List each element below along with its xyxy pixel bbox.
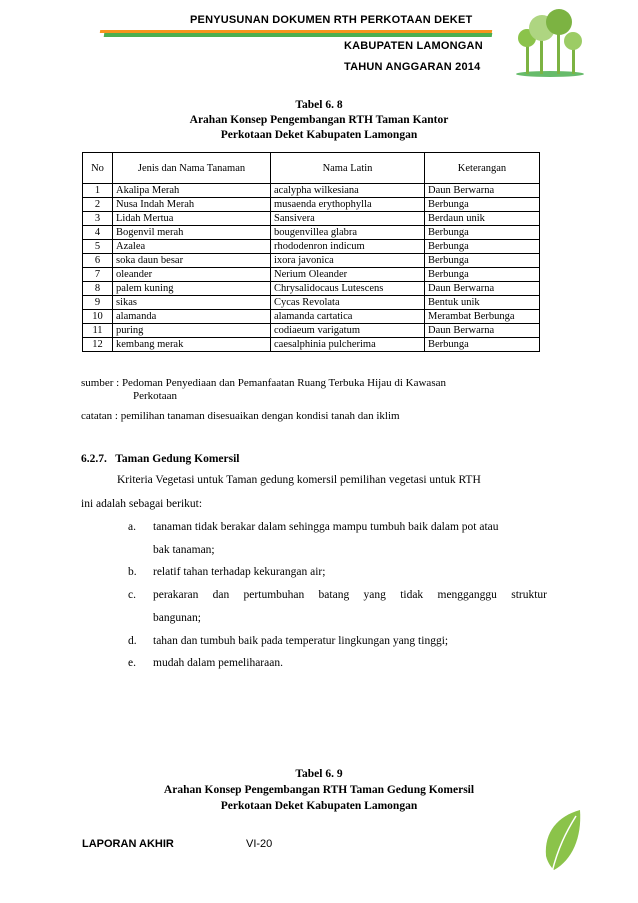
table-row	[83, 296, 540, 310]
header-year: TAHUN ANGGARAN 2014	[344, 61, 481, 73]
list-item-cont: bak tanaman;	[153, 544, 215, 556]
cell-name: alamanda	[113, 310, 271, 324]
cell-no: 8	[83, 282, 113, 296]
cell-latin: Chrysalidocaus Lutescens	[271, 282, 425, 296]
list-item: perakaran dan pertumbuhan batang yang tidak mengganggu struktur	[153, 589, 547, 601]
cell-name: sikas	[113, 296, 271, 310]
page-number: VI-20	[246, 838, 273, 850]
cell-name: kembang merak	[113, 338, 271, 352]
cell-no: 9	[83, 296, 113, 310]
cell-latin: codiaeum varigatum	[271, 324, 425, 338]
section-paragraph: Kriteria Vegetasi untuk Taman gedung komersil pemilihan vegetasi untuk RTH	[117, 474, 481, 486]
cell-no: 2	[83, 198, 113, 212]
list-marker: c.	[128, 589, 136, 601]
list-item: tanaman tidak berakar dalam sehingga mampu tumbuh baik dalam pot atau	[153, 521, 499, 533]
table-row	[83, 338, 540, 352]
plant-table	[82, 152, 540, 352]
section-heading: 6.2.7. Taman Gedung Komersil	[81, 453, 240, 465]
cell-note: Berdaun unik	[425, 212, 540, 226]
cell-note: Berbunga	[425, 198, 540, 212]
table-subtitle: Perkotaan Deket Kabupaten Lamongan	[220, 800, 418, 812]
list-item: relatif tahan terhadap kekurangan air;	[153, 566, 326, 578]
cell-no: 11	[83, 324, 113, 338]
column-header-note: Keterangan	[425, 153, 540, 184]
cell-note: Berbunga	[425, 226, 540, 240]
cell-no: 4	[83, 226, 113, 240]
list-item-cont: bangunan;	[153, 612, 201, 624]
cell-name: Akalipa Merah	[113, 184, 271, 198]
leaf-icon	[540, 808, 584, 874]
table-source-cont: Perkotaan	[133, 390, 177, 402]
list-item: mudah dalam pemeliharaan.	[153, 657, 283, 669]
table-number: Tabel 6. 9	[295, 768, 343, 780]
table-row	[83, 282, 540, 296]
cell-note: Daun Berwarna	[425, 282, 540, 296]
cell-note: Berbunga	[425, 254, 540, 268]
cell-latin: musaenda erythophylla	[271, 198, 425, 212]
cell-no: 6	[83, 254, 113, 268]
cell-no: 5	[83, 240, 113, 254]
cell-latin: Cycas Revolata	[271, 296, 425, 310]
cell-name: puring	[113, 324, 271, 338]
tree-logo-icon	[512, 8, 588, 78]
cell-latin: alamanda cartatica	[271, 310, 425, 324]
table-note: catatan : pemilihan tanaman disesuaikan dengan kondisi tanah dan iklim	[81, 410, 400, 422]
cell-no: 3	[83, 212, 113, 226]
list-marker: b.	[128, 566, 137, 578]
table-source: sumber : Pedoman Penyediaan dan Pemanfaatan Ruang Terbuka Hijau di Kawasan	[81, 377, 446, 389]
cell-note: Berbunga	[425, 240, 540, 254]
column-header-name: Jenis dan Nama Tanaman	[113, 153, 271, 184]
table-header-row	[83, 153, 540, 184]
cell-latin: bougenvillea glabra	[271, 226, 425, 240]
cell-latin: acalypha wilkesiana	[271, 184, 425, 198]
cell-latin: caesalphinia pulcherima	[271, 338, 425, 352]
cell-no: 7	[83, 268, 113, 282]
cell-note: Merambat Berbunga	[425, 310, 540, 324]
cell-note: Berbunga	[425, 268, 540, 282]
cell-name: Nusa Indah Merah	[113, 198, 271, 212]
list-marker: d.	[128, 635, 137, 647]
cell-latin: rhododenron indicum	[271, 240, 425, 254]
header-divider-green	[104, 33, 493, 37]
footer-label: LAPORAN AKHIR	[82, 838, 174, 850]
table-row	[83, 240, 540, 254]
list-marker: a.	[128, 521, 136, 533]
cell-name: Lidah Mertua	[113, 212, 271, 226]
cell-no: 1	[83, 184, 113, 198]
cell-note: Daun Berwarna	[425, 324, 540, 338]
table-row	[83, 310, 540, 324]
column-header-no: No	[83, 153, 113, 184]
header-subtitle: KABUPATEN LAMONGAN	[344, 40, 483, 52]
header-title: PENYUSUNAN DOKUMEN RTH PERKOTAAN DEKET	[190, 14, 473, 26]
cell-name: oleander	[113, 268, 271, 282]
cell-note: Berbunga	[425, 338, 540, 352]
cell-latin: ixora javonica	[271, 254, 425, 268]
table-title: Arahan Konsep Pengembangan RTH Taman Kantor	[189, 114, 449, 126]
cell-latin: Nerium Oleander	[271, 268, 425, 282]
cell-name: soka daun besar	[113, 254, 271, 268]
cell-no: 10	[83, 310, 113, 324]
table-row	[83, 268, 540, 282]
cell-name: Azalea	[113, 240, 271, 254]
cell-note: Daun Berwarna	[425, 184, 540, 198]
table-number: Tabel 6. 8	[295, 99, 343, 111]
table-row	[83, 198, 540, 212]
table-subtitle: Perkotaan Deket Kabupaten Lamongan	[220, 129, 418, 141]
table-row	[83, 324, 540, 338]
table-title: Arahan Konsep Pengembangan RTH Taman Gedung Komersil	[163, 784, 475, 796]
cell-name: palem kuning	[113, 282, 271, 296]
cell-note: Bentuk unik	[425, 296, 540, 310]
list-item: tahan dan tumbuh baik pada temperatur lingkungan yang tinggi;	[153, 635, 449, 647]
table-row	[83, 212, 540, 226]
cell-no: 12	[83, 338, 113, 352]
table-row	[83, 226, 540, 240]
cell-name: Bogenvil merah	[113, 226, 271, 240]
cell-latin: Sansivera	[271, 212, 425, 226]
column-header-latin: Nama Latin	[271, 153, 425, 184]
list-marker: e.	[128, 657, 136, 669]
section-paragraph-cont: ini adalah sebagai berikut:	[81, 498, 203, 510]
table-row	[83, 254, 540, 268]
table-row	[83, 184, 540, 198]
